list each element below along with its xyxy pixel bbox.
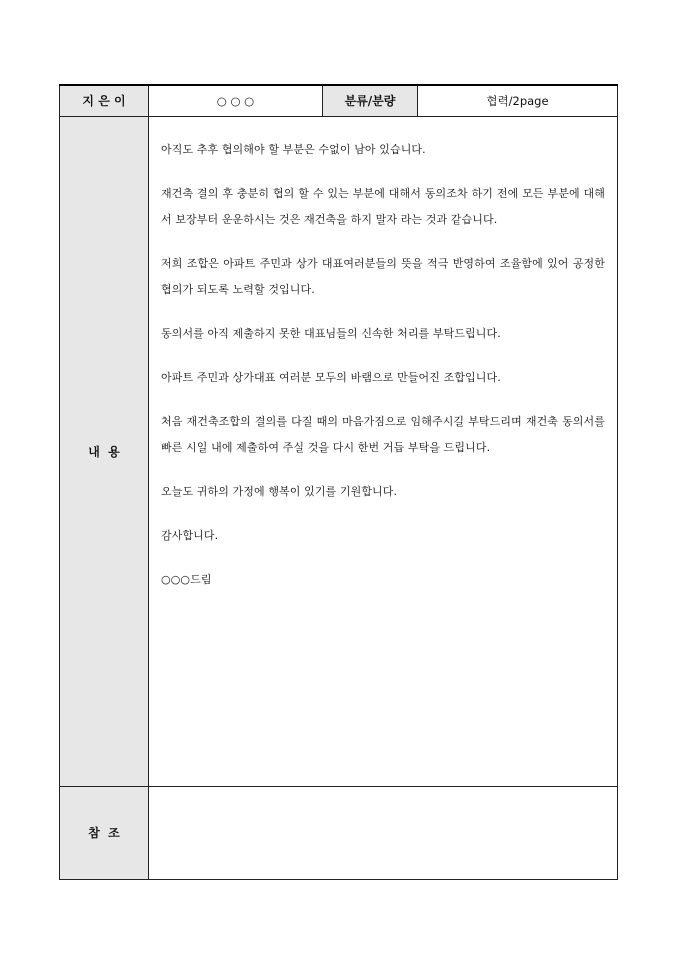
category-value: 협력/2page bbox=[418, 85, 618, 116]
document-table bbox=[59, 84, 618, 880]
content-row bbox=[60, 116, 618, 786]
paragraph-2: 재건축 결의 후 충분히 협의 할 수 있는 부분에 대해서 동의조차 하기 전에 모든 부분에 대해서 보장부터 운운하시는 것은 재건축을 하지 말자 라는 것과 같습니다. bbox=[161, 186, 605, 226]
signature: ○○○드림 bbox=[161, 572, 212, 586]
reference-row bbox=[60, 786, 618, 879]
reference-value bbox=[149, 786, 618, 879]
paragraph-4: 동의서를 아직 제출하지 못한 대표님들의 신속한 처리를 부탁드립니다. bbox=[161, 326, 501, 340]
paragraph-8: 감사합니다. bbox=[161, 528, 219, 542]
paragraph-7: 오늘도 귀하의 가정에 행복이 있기를 기원합니다. bbox=[161, 484, 398, 498]
header-row bbox=[60, 85, 618, 116]
author-label: 지 은 이 bbox=[60, 85, 149, 116]
category-label: 분류/분량 bbox=[323, 85, 418, 116]
author-value: ○ ○ ○ bbox=[149, 85, 323, 116]
reference-label: 참 조 bbox=[60, 786, 149, 879]
paragraph-6: 처음 재건축조합의 결의를 다질 때의 마음가짐으로 임해주시길 부탁드리며 재건축 동의서를 빠른 시일 내에 제출하여 주실 것을 다시 한번 거듭 부탁을 드립니다. bbox=[161, 414, 605, 454]
content-body bbox=[149, 116, 618, 786]
paragraph-5: 아파트 주민과 상가대표 여러분 모두의 바램으로 만들어진 조합입니다. bbox=[161, 370, 501, 384]
paragraph-1: 아직도 추후 협의해야 할 부분은 수없이 남아 있습니다. bbox=[161, 142, 426, 156]
paragraph-3: 저희 조합은 아파트 주민과 상가 대표여러분들의 뜻을 적극 반영하여 조율함에 있어 공정한 협의가 되도록 노력할 것입니다. bbox=[161, 256, 605, 296]
content-label: 내 용 bbox=[60, 116, 149, 786]
